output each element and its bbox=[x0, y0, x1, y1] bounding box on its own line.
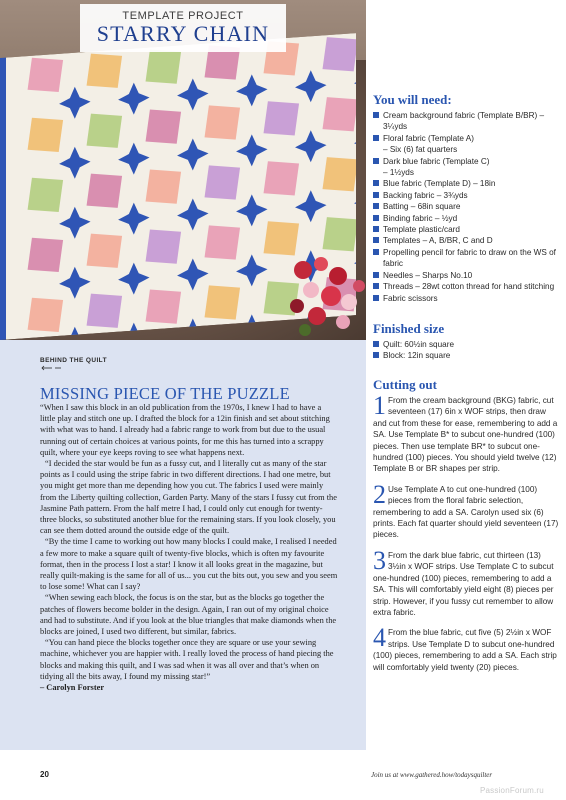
cutting-out-heading: Cutting out bbox=[373, 377, 437, 392]
you-will-need-heading: You will need: bbox=[373, 92, 452, 107]
floral-patch bbox=[205, 105, 241, 139]
material-item bbox=[373, 213, 559, 224]
bullet-square-icon bbox=[373, 226, 379, 232]
step-number: 3 bbox=[373, 545, 386, 575]
bullet-square-icon bbox=[373, 135, 379, 141]
bullet-square-icon bbox=[373, 295, 379, 301]
floral-patch bbox=[323, 217, 356, 251]
bullet-square-icon bbox=[373, 283, 379, 289]
floral-patch bbox=[146, 229, 182, 263]
material-item-text: Batting – 68in square bbox=[383, 202, 461, 212]
story-paragraph: “You can hand piece the blocks together once they are square or use your sewing machine, whichever you are happier with. I really loved the process of hand piecing the blocks and making this quilt, and I was sad when it was all over and that’s when on tidying all the bits away, I found my missing star!” bbox=[40, 638, 334, 681]
floral-patch bbox=[146, 109, 182, 143]
bullet-square-icon bbox=[373, 158, 379, 164]
watermark: PassionForum.ru bbox=[480, 786, 544, 795]
step-text: Use Template A to cut one-hundred (100) pieces from the floral fabric selection, remembering to add a SA. Carolyn used six (6) prints. Each fat quarter should yield seventeen (17) pieces. bbox=[373, 484, 559, 540]
author-signature: – Carolyn Forster bbox=[40, 683, 105, 693]
flower-bouquet bbox=[283, 250, 366, 340]
material-item bbox=[373, 293, 559, 304]
material-item-text: Floral fabric (Template A) bbox=[383, 133, 474, 143]
floral-patch bbox=[205, 165, 241, 199]
material-item bbox=[373, 110, 559, 133]
step-number: 2 bbox=[373, 479, 386, 509]
you-will-need-section bbox=[373, 92, 559, 304]
story-paragraph: “When I saw this block in an old publication from the 1970s, I knew I had to have a little play and stitch one up. I drafted the block for a 12in finish and set about stitching with what was to hand. I already had a fabric range to work from but due to the usual running out of certain choices at various points, for me this has turned into a scrappy quilt, where your eye keeps roving to see what happens next. bbox=[40, 403, 330, 457]
step-number: 4 bbox=[373, 623, 386, 653]
material-item bbox=[373, 178, 559, 189]
finished-size-text: Block: 12in square bbox=[383, 351, 451, 361]
story-heading: MISSING PIECE OF THE PUZZLE bbox=[40, 384, 290, 403]
floral-patch bbox=[87, 114, 123, 148]
step-number: 1 bbox=[373, 391, 386, 420]
material-item bbox=[373, 201, 559, 212]
story-paragraph: “By the time I came to working out how many blocks I could make, I realised I needed a few more to make a square quilt of twenty-five blocks, which is often my favourite format, then in the process I lost a star! I know it all looks great in the magazine, but really quilt-making is the same for all of us... you cut the bits out, you sew and you seem to lose some! What can I say? bbox=[40, 537, 338, 592]
cutting-step bbox=[373, 545, 559, 618]
page-title: STARRY CHAIN bbox=[96, 21, 270, 46]
bullet-square-icon bbox=[373, 203, 379, 209]
project-kicker: TEMPLATE PROJECT bbox=[122, 10, 244, 22]
material-item-text: Needles – Sharps No.10 bbox=[383, 270, 473, 280]
footer-url: Join us at www.gathered.how/todaysquilter bbox=[371, 771, 493, 779]
floral-patch bbox=[146, 289, 182, 323]
arrow-left-icon bbox=[40, 365, 62, 371]
material-item bbox=[373, 281, 559, 292]
bullet-square-icon bbox=[373, 352, 379, 358]
floral-patch bbox=[28, 238, 64, 272]
floral-patch bbox=[87, 294, 123, 328]
finished-size-item bbox=[373, 350, 559, 361]
floral-patch bbox=[28, 178, 64, 212]
material-item bbox=[373, 156, 559, 167]
material-item-text: Fabric scissors bbox=[383, 293, 438, 303]
floral-patch bbox=[28, 298, 64, 332]
bullet-square-icon bbox=[373, 341, 379, 347]
floral-patch bbox=[87, 234, 123, 268]
page-number: 20 bbox=[40, 770, 49, 779]
material-item-text: Propelling pencil for fabric to draw on the WS of fabric bbox=[383, 247, 556, 269]
story-text bbox=[40, 402, 338, 693]
floral-patch bbox=[264, 161, 300, 195]
bullet-square-icon bbox=[373, 192, 379, 198]
material-item-text: Threads – 28wt cotton thread for hand stitching bbox=[383, 282, 555, 292]
bullet-square-icon bbox=[373, 215, 379, 221]
material-item-text: – Six (6) fat quarters bbox=[383, 145, 458, 155]
floral-patch bbox=[146, 49, 182, 83]
floral-patch bbox=[323, 157, 356, 191]
floral-patch bbox=[146, 169, 182, 203]
step-text: From the dark blue fabric, cut thirteen (13) 3½in x WOF strips. Use Template C to subcut one-hundred (100) pieces, remembering to add a SA. This will comfortably yield eight (8) pieces per strip. However, if you fussy cut remember to allow extra fabric. bbox=[373, 550, 554, 617]
material-item-text: Cream background fabric (Template B/BR) – 3¼yds bbox=[383, 111, 545, 132]
cutting-step bbox=[373, 391, 559, 475]
floral-patch bbox=[323, 97, 356, 131]
material-item bbox=[373, 144, 559, 155]
material-item bbox=[373, 247, 559, 270]
finished-size-item bbox=[373, 339, 559, 350]
floral-patch bbox=[28, 118, 64, 152]
floral-patch bbox=[323, 37, 356, 71]
cutting-step bbox=[373, 479, 559, 541]
bullet-square-icon bbox=[373, 272, 379, 278]
story-paragraph: “I decided the star would be fun as a fussy cut, and I literally cut as many of the star points as I could using the stripe fabric in two different directions. I had one metre, but you might get more than me depending how you cut. The fabrics I used were mainly from the Liberty quilting collection, Garden Party. Many of the stars I fussy cut from the Jasmine Path pattern. From the half metre I had, I could only cut enough for twenty-three blocks, so substituted another blue for the remaining stars. If you look closely, you can see them dotted around the outside edge of the quilt. bbox=[40, 459, 337, 536]
finished-size-text: Quilt: 60½in square bbox=[383, 340, 455, 349]
floral-patch bbox=[264, 101, 300, 135]
story-paragraph: “When sewing each block, the focus is on the star, but as the blocks go together the patches of flowers become bolder in the design. Again, I ran out of my original choice and had to substitute. And if you look at the blue triangles that make diamonds when the blocks are joined, I used two different, but similar, fabrics. bbox=[40, 593, 337, 637]
materials-list bbox=[373, 110, 559, 304]
material-item-text: – 1½yds bbox=[383, 168, 414, 178]
step-text: From the cream background (BKG) fabric, cut seventeen (17) 6in x WOF strips, then draw and cut from these for ease, remembering to add a SA. Use Template B* to subcut one-hundred (100) pieces. Then use template BR* to subcut one-hundred (100) pieces. You should yield twelve (12) Template B or BR shapes per strip. bbox=[373, 396, 558, 474]
material-item bbox=[373, 167, 559, 178]
material-item bbox=[373, 270, 559, 281]
behind-the-quilt-label: BEHIND THE QUILT bbox=[40, 357, 107, 364]
step-text: From the blue fabric, cut five (5) 2½in x WOF strips. Use Template D to subcut one-hundred (100) pieces, remembering to add a SA. Each strip will comfortably yield twenty (20) pieces. bbox=[373, 628, 557, 672]
material-item-text: Dark blue fabric (Template C) bbox=[383, 156, 490, 166]
material-item-text: Binding fabric – ½yd bbox=[383, 213, 458, 223]
material-item bbox=[373, 235, 559, 246]
title-box bbox=[80, 4, 286, 52]
bullet-square-icon bbox=[373, 237, 379, 243]
finished-size-section bbox=[373, 321, 559, 362]
material-item-text: Template plastic/card bbox=[383, 225, 460, 235]
floral-patch bbox=[87, 174, 123, 208]
cutting-out-section bbox=[373, 377, 559, 682]
material-item bbox=[373, 224, 559, 235]
material-item-text: Blue fabric (Template D) – 18in bbox=[383, 179, 496, 189]
cutting-step bbox=[373, 623, 559, 673]
finished-size-list bbox=[373, 339, 559, 362]
bullet-square-icon bbox=[373, 249, 379, 255]
cutting-steps bbox=[373, 391, 559, 673]
material-item-text: Backing fabric – 3¾yds bbox=[383, 190, 468, 200]
bullet-square-icon bbox=[373, 112, 379, 118]
bullet-square-icon bbox=[373, 180, 379, 186]
floral-patch bbox=[28, 58, 64, 92]
material-item bbox=[373, 133, 559, 144]
finished-size-heading: Finished size bbox=[373, 321, 445, 336]
floral-patch bbox=[205, 225, 241, 259]
floral-patch bbox=[87, 54, 123, 88]
material-item bbox=[373, 190, 559, 201]
material-item-text: Templates – A, B/BR, C and D bbox=[383, 236, 493, 246]
floral-patch bbox=[205, 285, 241, 319]
